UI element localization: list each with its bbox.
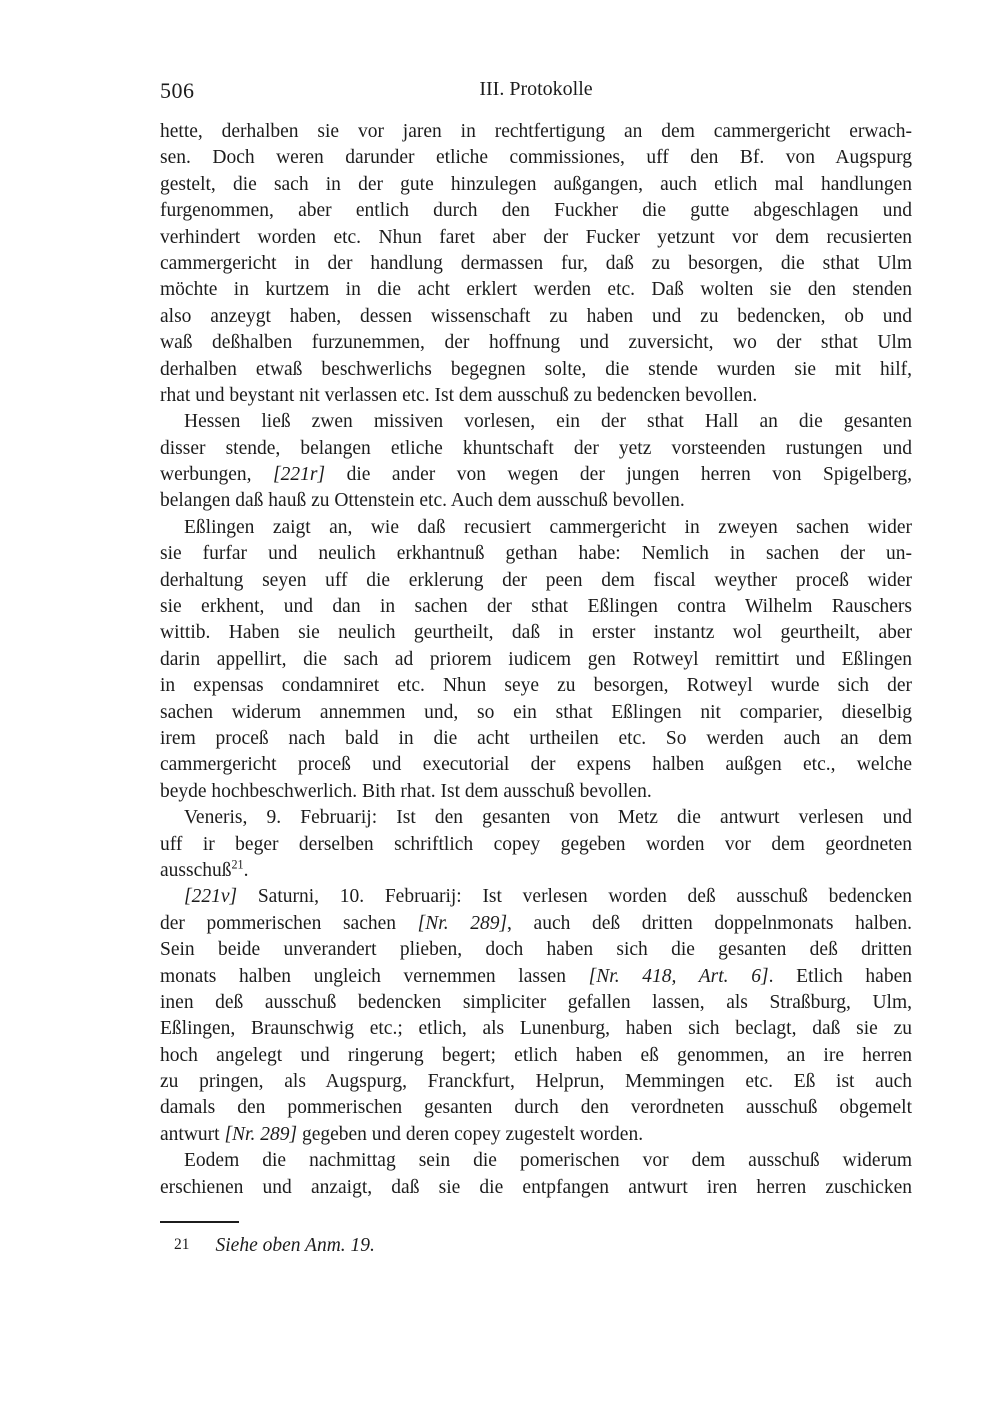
text-run: . Etlich haben: [768, 965, 912, 987]
text-run: beyde hochbeschwerlich. Bith rhat. Ist dem ausschuß bevollen.: [160, 780, 652, 802]
text-run: sachen widerum annemmen und, so ein sthat Eßlingen nit comparier, dieselbig: [160, 701, 912, 723]
text-run: inen deß ausschuß bedencken simpliciter gefallen lassen, als Straßburg, Ulm,: [160, 991, 912, 1013]
text-run: erschienen und anzaigt, daß sie die entpfangen antwurt iren herren zuschicken: [160, 1176, 912, 1198]
text-run: hette, derhalben sie vor jaren in rechtfertigung an dem cammergericht erwach-: [160, 121, 912, 142]
text-run: Saturni, 10. Februarij: Ist verlesen worden deß ausschuß bedencken: [237, 886, 912, 908]
text-line: [160, 462, 912, 488]
text-line: [160, 779, 912, 805]
text-line: [160, 1043, 912, 1069]
text-run: gegeben und deren copey zugestelt worden.: [297, 1123, 644, 1145]
text-line: [160, 647, 912, 673]
text-line: [160, 1148, 912, 1174]
page-header: [160, 78, 912, 106]
text-run: wittib. Haben sie neulich geurtheilt, daß in erster instantz wol geurtheilt, aber: [160, 622, 912, 644]
text-line: [160, 1122, 912, 1148]
text-run: ausschuß: [160, 859, 232, 881]
footnote-number: 21: [174, 1236, 190, 1253]
text-run: 21: [231, 857, 244, 872]
page-number: 506: [160, 78, 195, 103]
text-run: sen. Doch weren darunder etliche commissiones, uff den Bf. von Augspurg: [160, 147, 912, 169]
text-run: Veneris, 9. Februarij: Ist den gesanten von Metz die antwurt verlesen und: [184, 807, 912, 829]
text-line: [160, 568, 912, 594]
text-run: antwurt: [160, 1123, 225, 1145]
text-run: [221v]: [184, 886, 238, 908]
text-run: sie erkhent, und dan in sachen der sthat Eßlingen contra Wilhelm Rauschers: [160, 596, 912, 618]
text-run: die ander von wegen der jungen herren von Spigelberg,: [325, 464, 912, 486]
text-line: [160, 620, 912, 646]
text-line: [160, 119, 912, 145]
text-line: [160, 330, 912, 356]
text-line: [160, 911, 912, 937]
text-run: gestelt, die sach in der gute hinzulegen außgangen, auch etlich mal handlungen: [160, 173, 912, 195]
text-run: cammergericht in der handlung dermassen fur, daß zu besorgen, die sthat Ulm: [160, 252, 912, 274]
text-run: Eßlingen zaigt an, wie daß recusiert cammergericht in zweyen sachen wider: [184, 516, 912, 538]
text-run: derhalben etwaß beschwerlichs begegnen solte, die stende wurden sie mit hilf,: [160, 358, 912, 380]
text-run: cammergericht proceß und executorial der expens halben außgen etc., welche: [160, 754, 912, 776]
text-block: [160, 119, 912, 1201]
text-run: verhindert worden etc. Nhun faret aber der Fucker yetzunt vor dem recusierten: [160, 226, 912, 248]
text-run: Sein beide unverandert plieben, doch haben sich die gesanten deß dritten: [160, 939, 912, 961]
text-line: [160, 673, 912, 699]
text-line: [160, 409, 912, 435]
text-run: zu pringen, als Augspurg, Franckfurt, Helprun, Memmingen etc. Eß ist auch: [160, 1071, 912, 1093]
text-run: also anzeygt haben, dessen wissenschaft zu haben und zu bedencken, ob und: [160, 305, 912, 327]
text-line: [160, 858, 912, 884]
text-run: damals den pommerischen gesanten durch den verordneten ausschuß obgemelt: [160, 1097, 912, 1119]
text-run: derhaltung seyen uff die erklerung der peen dem fiscal weyther proceß wider: [160, 569, 912, 591]
text-line: [160, 1175, 912, 1201]
text-run: [Nr. 418, Art. 6]: [588, 965, 769, 987]
text-line: [160, 357, 912, 383]
footnote: [160, 1231, 912, 1260]
text-line: [160, 805, 912, 831]
text-line: [160, 594, 912, 620]
text-run: Eodem die nachmittag sein die pomerischen vor dem ausschuß widerum: [184, 1150, 912, 1172]
text-run: belangen daß hauß zu Ottenstein etc. Auch dem ausschuß bevollen.: [160, 490, 685, 512]
text-run: darin appellirt, die sach ad priorem iudicem gen Rotweyl remittirt und Eßlingen: [160, 648, 912, 670]
text-run: rhat und beystant nit verlassen etc. Ist dem ausschuß zu bedencken bevollen.: [160, 384, 758, 406]
footnote-separator: [160, 1221, 239, 1223]
text-line: [160, 225, 912, 251]
text-run: in expensas condamniret etc. Nhun seye zu besorgen, Rotweyl wurde sich der: [160, 675, 912, 697]
text-run: furgenommen, aber entlich durch den Fuckher die gutte abgeschlagen und: [160, 200, 912, 222]
text-line: [160, 1069, 912, 1095]
text-line: [160, 515, 912, 541]
text-run: [221r]: [273, 464, 326, 486]
text-line: [160, 436, 912, 462]
running-title: III. Protokolle: [479, 78, 593, 100]
text-run: uff ir beger derselben schriftlich copey gegeben worden vor dem geordneten: [160, 833, 912, 855]
text-run: hoch angelegt und ringerung begert; etlich haben eß genommen, an ire herren: [160, 1044, 912, 1066]
text-run: Hessen ließ zwen missiven vorlesen, ein der sthat Hall an die gesanten: [184, 411, 912, 433]
text-line: [160, 541, 912, 567]
text-run: möchte in kurtzem in die acht erklert werden etc. Daß wolten sie den stenden: [160, 279, 912, 301]
text-run: [Nr. 289]: [224, 1123, 298, 1145]
text-run: .: [243, 859, 249, 881]
text-line: [160, 198, 912, 224]
text-line: [160, 700, 912, 726]
text-line: [160, 832, 912, 858]
text-run: waß deßhalben furzunemmen, der hoffnung und zuversicht, wo der sthat Ulm: [160, 332, 912, 354]
text-run: disser stende, belangen etliche khuntschaft der yetz vorsteenden rustungen und: [160, 437, 912, 459]
text-run: monats halben ungleich vernemmen lassen: [160, 965, 589, 987]
text-line: [160, 145, 912, 171]
text-line: [160, 277, 912, 303]
text-line: [160, 752, 912, 778]
text-run: , auch deß dritten doppelnmonats halben.: [507, 912, 912, 934]
text-run: irem proceß nach bald in die acht urtheilen etc. So werden auch an dem: [160, 727, 912, 749]
text-run: [Nr. 289]: [417, 912, 508, 934]
text-run: werbungen,: [160, 464, 274, 486]
text-line: [160, 937, 912, 963]
text-line: [160, 990, 912, 1016]
text-line: [160, 172, 912, 198]
text-run: der pommerischen sachen: [160, 912, 418, 934]
text-line: [160, 1095, 912, 1121]
footnote-text: Siehe oben Anm. 19.: [215, 1235, 375, 1256]
text-run: Eßlingen, Braunschwig etc.; etlich, als Lunenburg, haben sich beclagt, daß sie zu: [160, 1018, 912, 1040]
text-line: [160, 884, 912, 910]
text-line: [160, 726, 912, 752]
text-run: sie furfar und neulich erkhantnuß gethan habe: Nemlich in sachen der un-: [160, 543, 912, 565]
text-line: [160, 488, 912, 514]
text-line: [160, 304, 912, 330]
text-line: [160, 251, 912, 277]
text-line: [160, 964, 912, 990]
text-line: [160, 383, 912, 409]
text-line: [160, 1016, 912, 1042]
